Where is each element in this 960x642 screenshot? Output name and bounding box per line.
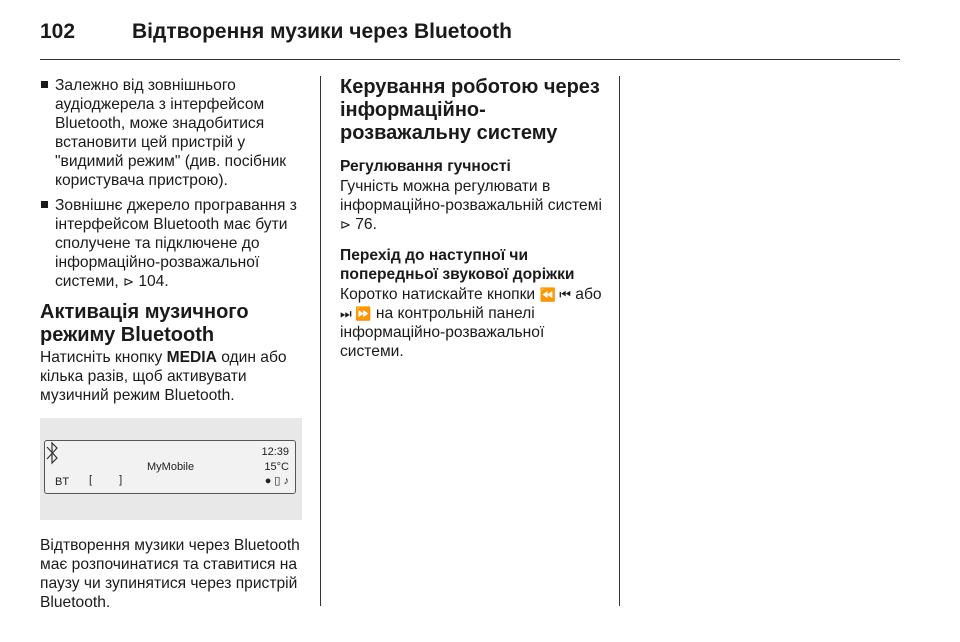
device-name: MyMobile <box>147 461 195 473</box>
prev-track-icon: ⏪ ⏮ <box>539 287 571 302</box>
subsection-heading: Регулювання гучності <box>340 158 511 175</box>
bluetooth-icon <box>45 441 59 465</box>
column-middle <box>340 76 610 361</box>
page-ref: 76. <box>355 216 377 233</box>
paragraph-text: Коротко натискайте кнопки <box>340 286 536 303</box>
paragraph-text: на контрольній панелі інформаційно-розважальної системи. <box>340 305 545 360</box>
header-rule <box>40 59 900 60</box>
paragraph-text: Натисніть кнопку <box>40 349 163 366</box>
next-track-icon: ⏭ ⏩ <box>340 306 372 321</box>
infotainment-screen <box>44 440 296 494</box>
list-item <box>40 196 306 291</box>
column-divider-right <box>619 76 620 606</box>
paragraph <box>340 177 610 234</box>
paragraph-text: Гучність можна регулювати в інформаційно-розважальній системі <box>340 178 602 214</box>
page-header <box>40 16 900 60</box>
page-ref-arrow-icon: ⊳ <box>123 274 134 289</box>
track-brackets: [ ] <box>89 474 135 486</box>
illustration-caption: Відтворення музики через Bluetooth має розпочинатися та ставитися на паузу чи зупинятися через пристрій Bluetooth. <box>40 537 300 611</box>
section-heading: Керування роботою через інформаційно-розважальну систему <box>340 76 600 144</box>
paragraph-text: або <box>575 286 602 303</box>
subsection-heading: Перехід до наступної чи попередньої звукової доріжки <box>340 247 575 283</box>
page-number: 102 <box>40 20 76 43</box>
page-ref: 104. <box>138 273 169 290</box>
page-ref-arrow-icon: ⊳ <box>340 217 351 232</box>
column-divider-left <box>320 76 321 606</box>
list-item <box>40 76 306 190</box>
column-left <box>40 76 306 612</box>
paragraph <box>40 348 306 405</box>
status-icons: ● ▯ ♪ <box>264 475 289 487</box>
temperature-readout: 15°C <box>264 461 289 473</box>
page-title: Відтворення музики через Bluetooth <box>132 20 512 43</box>
bullet-text: Залежно від зовнішнього аудіоджерела з інтерфейсом Bluetooth, може знадобитися встановити цей пристрій у "видимий режим" (див. посібник користувача пристрою). <box>55 77 287 189</box>
display-illustration <box>40 418 302 520</box>
paragraph <box>340 285 610 361</box>
section-heading: Активація музичного режиму Bluetooth <box>40 301 249 346</box>
paragraph-text: один або кілька разів, щоб активувати музичний режим Bluetooth. <box>40 349 287 404</box>
bullet-text: Зовнішнє джерело програвання з інтерфейсом Bluetooth має бути сполучене та підключене до інформаційно-розважальної системи, <box>55 197 297 290</box>
clock-readout: 12:39 <box>261 446 289 458</box>
media-button-label: MEDIA <box>166 349 217 366</box>
source-label: BT <box>55 476 70 488</box>
bullet-list <box>40 76 306 291</box>
